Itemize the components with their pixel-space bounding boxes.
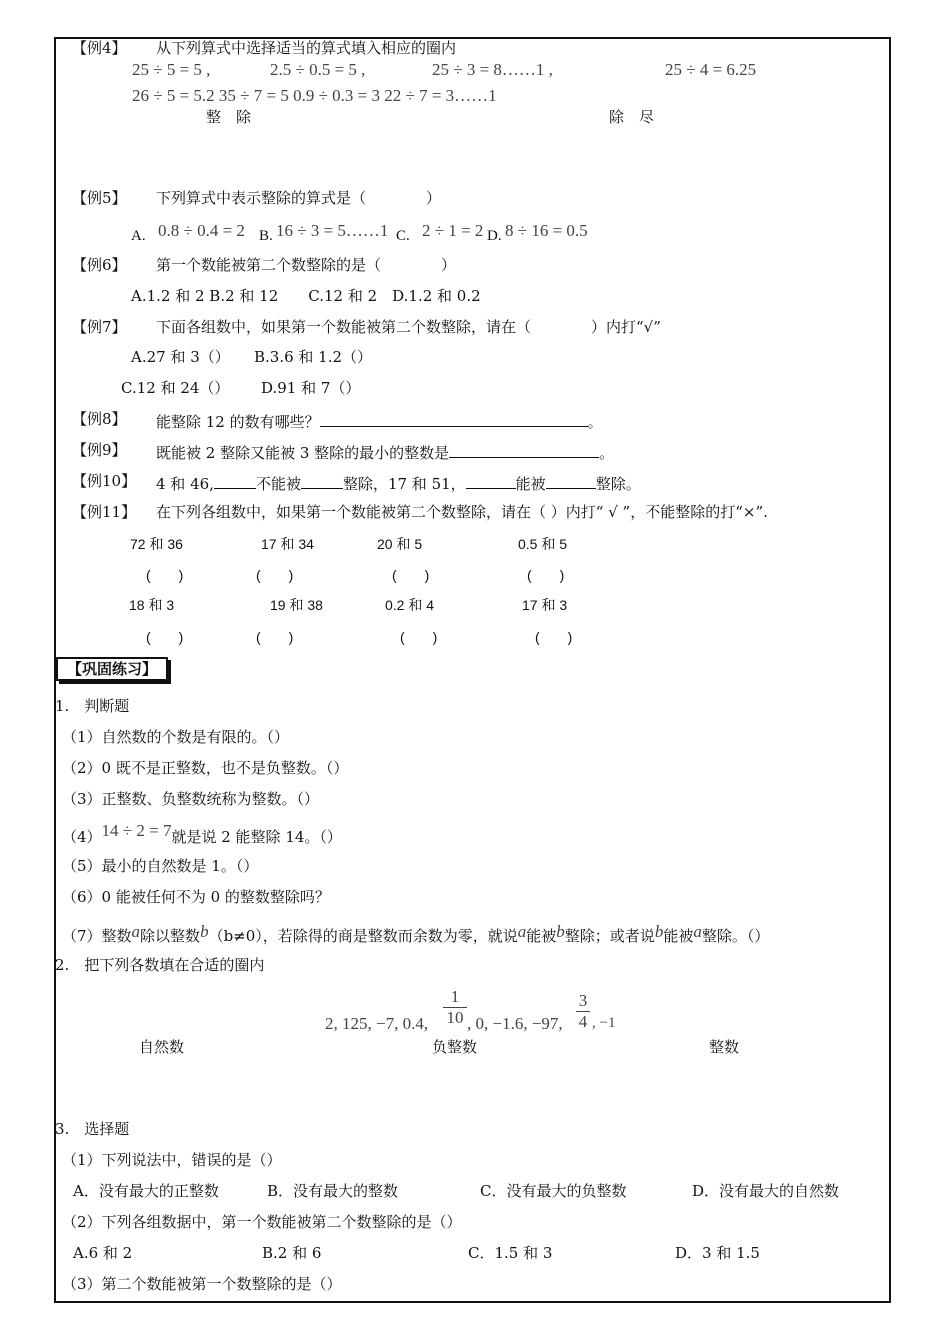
ex8-label: 【例8】 xyxy=(72,410,127,428)
q2-circle-negative-integer: 负整数 xyxy=(432,1038,478,1056)
ex6-label: 【例6】 xyxy=(72,256,127,274)
ex10-blank-3[interactable] xyxy=(466,474,516,489)
q2-circle-integer: 整数 xyxy=(709,1038,740,1056)
ex5-eq-d: 8 ÷ 16 = 0.5 xyxy=(505,221,588,240)
ex10-label: 【例10】 xyxy=(72,472,137,490)
ex10-part1: 4 和 46, xyxy=(156,475,214,493)
ex8-question xyxy=(156,412,603,430)
q3-sub1-option: D．没有最大的自然数 xyxy=(692,1182,840,1200)
ex7-option-b: B.3.6 和 1.2（） xyxy=(254,348,373,366)
q3-sub1: （1）下列说法中，错误的是（） xyxy=(62,1151,282,1169)
q1-item7-pre: （7）整数 xyxy=(62,927,132,945)
ex4-circle-divisible: 整 除 xyxy=(206,108,252,126)
ex11-pair: 72 和 36 xyxy=(130,536,183,552)
ex4-eq-3: 25 ÷ 3 = 8……1 , xyxy=(432,60,553,79)
fraction-numerator: 1 xyxy=(443,987,467,1008)
q2-numbers-2: , 0, −1.6, −97, xyxy=(467,1014,563,1033)
var-a: a xyxy=(131,922,141,941)
ex11-paren[interactable]: ( ) xyxy=(392,567,430,583)
fraction-denominator: 4 xyxy=(578,1012,588,1031)
q1-title: 1. 判断题 xyxy=(55,697,130,715)
ex4-label: 【例4】 xyxy=(72,39,127,57)
ex8-text: 能整除 12 的数有哪些？ xyxy=(156,413,320,431)
ex5-eq-b: 16 ÷ 3 = 5……1 xyxy=(276,221,389,240)
ex10-blank-1[interactable] xyxy=(214,474,256,489)
ex11-paren[interactable]: ( ) xyxy=(256,629,294,645)
q3-sub2-option: D．3 和 1.5 xyxy=(675,1244,760,1262)
q1-item7-end: 整除。（） xyxy=(701,927,770,945)
q1-item4-post: 就是说 2 能整除 14。（） xyxy=(171,828,342,846)
q3-sub1-option: C．没有最大的负整数 xyxy=(480,1182,627,1200)
q1-item4-eq: 14 ÷ 2 = 7 xyxy=(101,821,172,840)
ex11-label: 【例11】 xyxy=(72,503,137,521)
ex9-end: 。 xyxy=(599,444,615,462)
ex5-eq-c: 2 ÷ 1 = 2 xyxy=(422,221,484,240)
q3-sub3: （3）第二个数能被第一个数整除的是（） xyxy=(62,1275,342,1293)
ex10-part2: 不能被 xyxy=(255,475,301,493)
ex4-text: 从下列算式中选择适当的算式填入相应的圈内 xyxy=(156,39,457,57)
q2-numbers-3: , −1 xyxy=(592,1015,616,1031)
ex11-pair: 17 和 34 xyxy=(261,536,314,552)
q3-title: 3. 选择题 xyxy=(55,1120,130,1138)
q1-item: （3）正整数、负整数统称为整数。（） xyxy=(62,790,320,808)
ex8-end: 。 xyxy=(587,413,603,431)
ex7-text: 下面各组数中，如果第一个数能被第二个数整除，请在（ ）内打“√” xyxy=(156,318,661,336)
q2-circle-natural: 自然数 xyxy=(139,1038,185,1056)
q3-sub1-option: B．没有最大的整数 xyxy=(267,1182,399,1200)
q3-sub1-option: A．没有最大的正整数 xyxy=(73,1182,219,1200)
ex7-label: 【例7】 xyxy=(72,318,127,336)
ex10-part3: 整除，17 和 51， xyxy=(342,475,466,493)
ex6-options: A.1.2 和 2 B.2 和 12 C.12 和 2 D.1.2 和 0.2 xyxy=(131,287,481,305)
q2-fraction-1-10 xyxy=(443,987,467,1028)
q1-item-7 xyxy=(62,922,770,945)
ex11-paren[interactable]: ( ) xyxy=(400,629,438,645)
q3-sub2-option: A.6 和 2 xyxy=(73,1244,133,1262)
ex11-paren[interactable]: ( ) xyxy=(527,567,565,583)
ex9-label: 【例9】 xyxy=(72,441,127,459)
ex4-eq-2: 2.5 ÷ 0.5 = 5 , xyxy=(270,60,366,79)
q1-item7-mid2: （b≠0），若除得的商是整数而余数为零，就说 xyxy=(208,927,518,945)
q1-item: （2）0 既不是正整数，也不是负整数。（） xyxy=(62,759,349,777)
ex5-option-c: C. xyxy=(396,228,410,244)
ex11-text: 在下列各组数中，如果第一个数能被第二个数整除，请在（ ）内打“ √ ”，不能整除的打“×”. xyxy=(156,503,768,521)
q1-item7-mid3: 能被 xyxy=(526,927,557,945)
q1-item7-mid5: 能被 xyxy=(663,927,694,945)
ex11-pair: 0.2 和 4 xyxy=(385,597,435,613)
section-title: 【巩固练习】 xyxy=(56,657,168,681)
ex6-text: 第一个数能被第二个数整除的是（ ） xyxy=(156,256,457,274)
ex4-eq-4: 25 ÷ 4 = 6.25 xyxy=(665,60,757,79)
ex4-eq-1: 25 ÷ 5 = 5 , xyxy=(132,60,211,79)
ex11-pair: 20 和 5 xyxy=(377,536,423,552)
ex11-paren[interactable]: ( ) xyxy=(146,567,184,583)
q3-sub2-option: C．1.5 和 3 xyxy=(468,1244,553,1262)
ex11-paren[interactable]: ( ) xyxy=(535,629,573,645)
q1-item: （1）自然数的个数是有限的。（） xyxy=(62,728,290,746)
ex9-question xyxy=(156,443,614,461)
ex9-answer-blank[interactable] xyxy=(449,443,599,458)
ex4-eq-row2: 26 ÷ 5 = 5.2 35 ÷ 7 = 5 0.9 ÷ 0.3 = 3 22 ÷ 7 = 3……1 xyxy=(132,86,497,105)
var-b: b xyxy=(200,922,209,941)
q1-item-4 xyxy=(62,821,342,846)
var-b: b xyxy=(654,922,664,941)
ex11-paren[interactable]: ( ) xyxy=(256,567,294,583)
q1-item4-pre: （4） xyxy=(62,828,102,846)
ex5-option-a: A. xyxy=(131,228,146,244)
q2-title: 2. 把下列各数填在合适的圈内 xyxy=(55,956,265,974)
q2-fraction-3-4 xyxy=(576,991,590,1032)
q3-sub2: （2）下列各组数据中，第一个数能被第二个数整除的是（） xyxy=(62,1213,462,1231)
ex9-text: 既能被 2 整除又能被 3 整除的最小的整数是 xyxy=(156,444,450,462)
q3-sub2-option: B.2 和 6 xyxy=(262,1244,322,1262)
ex7-option-a: A.27 和 3（） xyxy=(131,348,230,366)
q1-item7-mid4: 整除；或者说 xyxy=(564,927,655,945)
ex4-circle-exact: 除 尽 xyxy=(609,108,655,126)
ex10-part4: 能被 xyxy=(515,475,546,493)
var-a: a xyxy=(517,922,527,941)
ex5-option-d: D. xyxy=(487,228,502,244)
q1-item: （6）0 能被任何不为 0 的整数整除吗？ xyxy=(62,888,330,906)
ex11-pair: 18 和 3 xyxy=(129,597,175,613)
ex10-question xyxy=(156,474,641,492)
ex10-blank-2[interactable] xyxy=(301,474,343,489)
var-b: b xyxy=(556,922,565,941)
ex11-pair: 17 和 3 xyxy=(522,597,568,613)
q1-item: （5）最小的自然数是 1。（） xyxy=(62,857,259,875)
ex7-option-c: C.12 和 24（） xyxy=(121,379,230,397)
q1-item7-mid1: 除以整数 xyxy=(140,927,201,945)
q2-numbers: 2, 125, −7, 0.4, xyxy=(325,1014,429,1033)
fraction-numerator: 3 xyxy=(576,991,590,1012)
var-a: a xyxy=(693,922,702,941)
ex10-part5: 整除。 xyxy=(595,475,641,493)
ex5-eq-a: 0.8 ÷ 0.4 = 2 xyxy=(158,221,245,240)
ex11-paren[interactable]: ( ) xyxy=(146,629,184,645)
ex11-pair: 0.5 和 5 xyxy=(518,536,568,552)
ex5-text: 下列算式中表示整除的算式是（ ） xyxy=(156,189,442,207)
ex5-option-b: B. xyxy=(259,228,273,244)
ex5-label: 【例5】 xyxy=(72,189,127,207)
ex10-blank-4[interactable] xyxy=(546,474,596,489)
fraction-denominator: 10 xyxy=(446,1008,464,1027)
ex8-answer-blank[interactable] xyxy=(320,412,588,427)
ex11-pair: 19 和 38 xyxy=(270,597,323,613)
ex7-option-d: D.91 和 7（） xyxy=(261,379,361,397)
